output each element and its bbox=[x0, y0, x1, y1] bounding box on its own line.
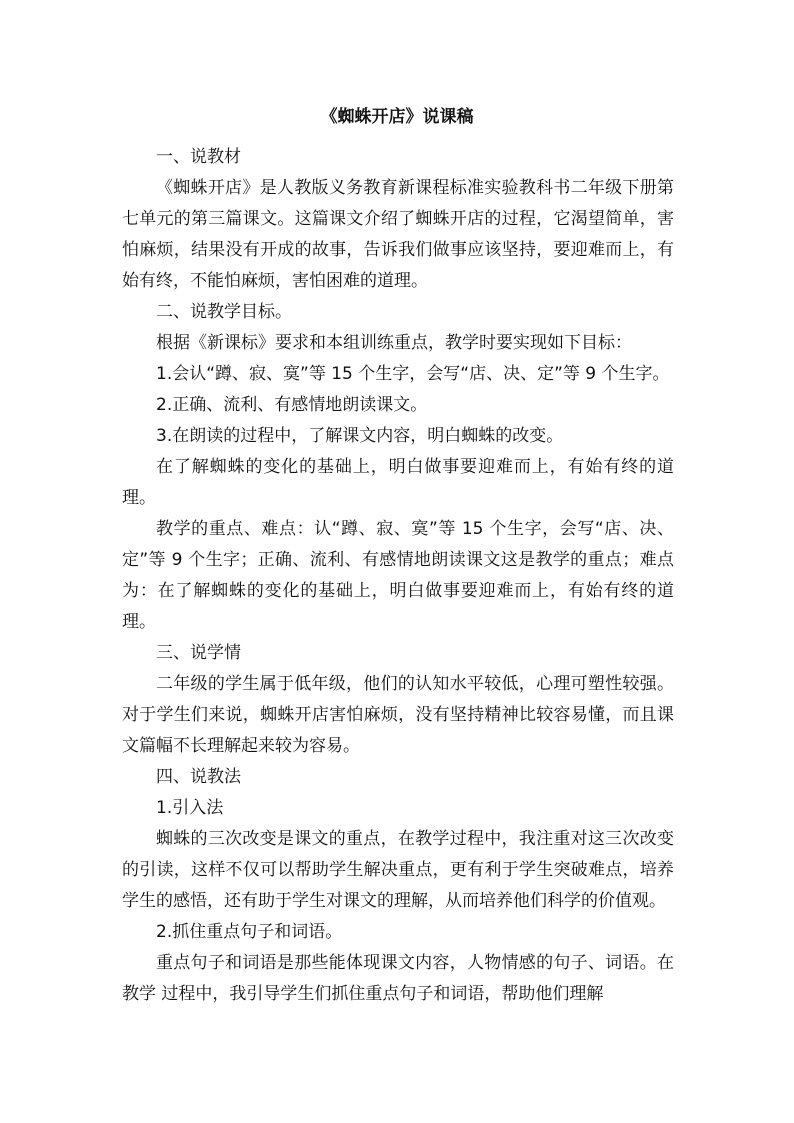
paragraph-method-2: 重点句子和词语是那些能体现课文内容，人物情感的句子、词语。在教学 过程中，我引导学生们抓住重点句子和词语，帮助他们理解 bbox=[122, 953, 674, 1004]
paragraph-key-points: 教学的重点、难点：认“蹲、寂、寞”等 15 个生字，会写“店、决、定”等 9 个生字；正确、流利、有感情地朗读课文这是教学的重点；难点为：在了解蜘蛛的变化的基础上，明白做事要迎难而上，有始有终的道理。 bbox=[122, 519, 674, 632]
paragraph-objectives-intro: 根据《新课标》要求和本组训练重点，教学时要实现如下目标： bbox=[156, 333, 632, 353]
paragraph-students: 二年级的学生属于低年级，他们的认知水平较低，心理可塑性较强。对于学生们来说，蜘蛛开店害怕麻烦，没有坚持精神比较容易懂，而且课文篇幅不长理解起来较为容易。 bbox=[122, 674, 674, 756]
objective-item-3: 3.在朗读的过程中，了解课文内容，明白蜘蛛的改变。 bbox=[156, 426, 564, 446]
paragraph-method-1: 蜘蛛的三次改变是课文的重点，在教学过程中，我注重对这三次改变的引读，这样不仅可以帮助学生解决重点，更有利于学生突破难点，培养学生的感悟，还有助于学生对课文的理解，从而培养他们科学的价值观。 bbox=[122, 829, 674, 911]
document-body bbox=[122, 142, 674, 1010]
objective-item-1: 1.会认“蹲、寂、寞”等 15 个生字，会写“店、决、定”等 9 个生字。 bbox=[156, 364, 670, 384]
section-heading-students: 三、说学情 bbox=[156, 643, 241, 663]
objective-item-2: 2.正确、流利、有感情地朗读课文。 bbox=[156, 395, 428, 415]
document-title: 《蜘蛛开店》说课稿 bbox=[320, 107, 474, 127]
method-heading-2: 2.抓住重点句子和词语。 bbox=[156, 922, 343, 942]
objective-item-4: 在了解蜘蛛的变化的基础上，明白做事要迎难而上，有始有终的道理。 bbox=[122, 457, 674, 508]
section-heading-methods: 四、说教法 bbox=[156, 767, 241, 787]
paragraph-textbook-intro: 《蜘蛛开店》是人教版义务教育新课程标准实验教科书二年级下册第七单元的第三篇课文。这篇课文介绍了蜘蛛开店的过程，它渴望简单，害怕麻烦，结果没有开成的故事，告诉我们做事应该坚持，要迎难而上，有始有终，不能怕麻烦，害怕困难的道理。 bbox=[122, 178, 674, 291]
section-heading-objectives: 二、说教学目标。 bbox=[156, 302, 292, 322]
method-heading-1: 1.引入法 bbox=[156, 798, 224, 818]
section-heading-textbook: 一、说教材 bbox=[156, 147, 241, 167]
